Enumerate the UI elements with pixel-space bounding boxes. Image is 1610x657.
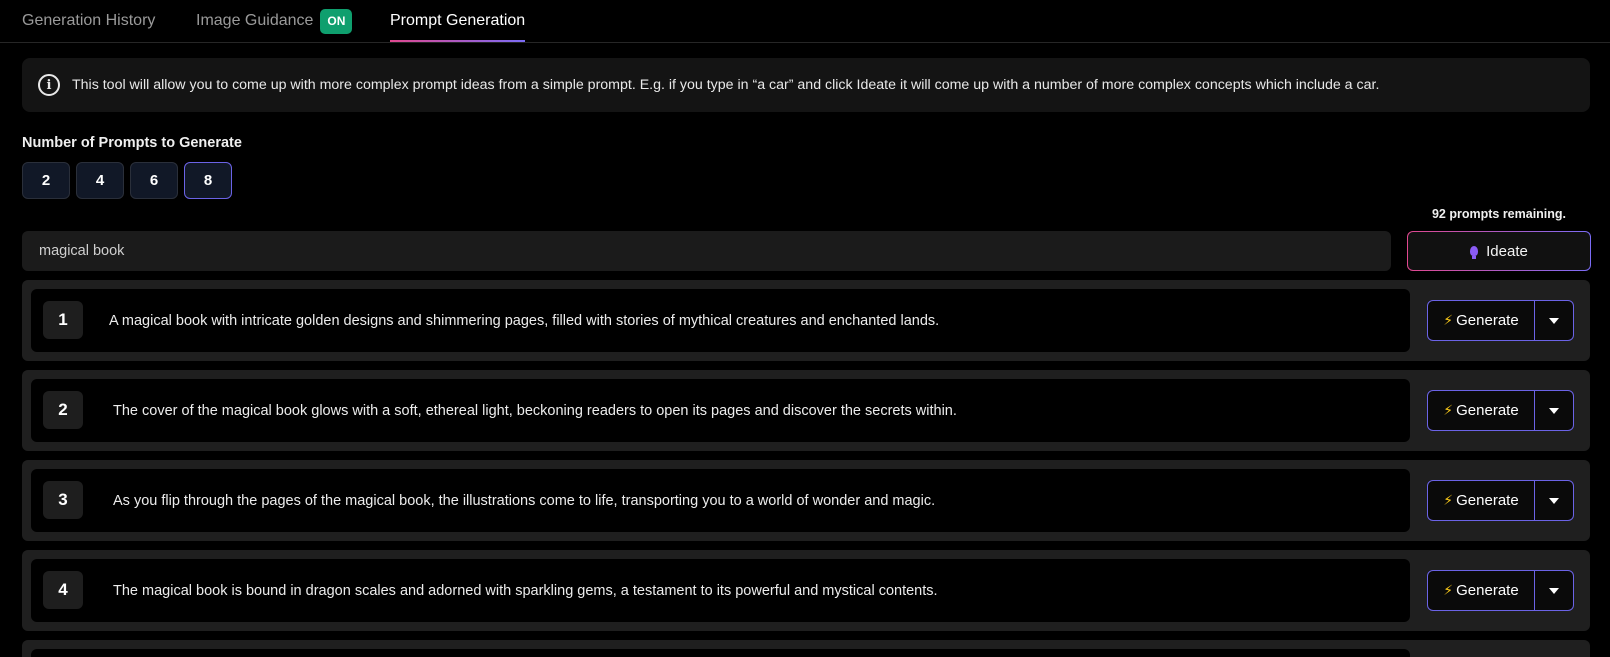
generate-label: Generate xyxy=(1456,312,1519,329)
result-card xyxy=(22,370,1590,451)
result-number: 3 xyxy=(43,481,83,519)
tab-label: Image Guidance xyxy=(196,12,314,29)
lightning-icon: ⚡ xyxy=(1443,582,1454,598)
result-card xyxy=(22,280,1590,361)
ideate-label: Ideate xyxy=(1486,242,1528,260)
generate-dropdown-button[interactable] xyxy=(1535,301,1573,340)
chevron-down-icon xyxy=(1549,588,1559,594)
generate-button[interactable] xyxy=(1428,391,1535,430)
num-prompts-label: Number of Prompts to Generate xyxy=(22,135,242,151)
num-option-8[interactable]: 8 xyxy=(184,162,232,199)
result-card xyxy=(22,640,1590,657)
tab-label: Generation History xyxy=(22,12,156,29)
prompts-remaining: 92 prompts remaining. xyxy=(1431,207,1567,221)
lightning-icon: ⚡ xyxy=(1443,402,1454,418)
result-body xyxy=(31,559,1410,622)
lightning-icon: ⚡ xyxy=(1443,312,1454,328)
num-option-6[interactable]: 6 xyxy=(130,162,178,199)
ideate-button[interactable] xyxy=(1407,231,1591,271)
generate-dropdown-button[interactable] xyxy=(1535,571,1573,610)
generate-button[interactable] xyxy=(1428,481,1535,520)
result-number: 4 xyxy=(43,571,83,609)
result-number: 2 xyxy=(43,391,83,429)
result-text: The cover of the magical book glows with a soft, ethereal light, beckoning readers to open its pages and discover the secrets within. xyxy=(113,402,957,419)
generate-split-button xyxy=(1427,480,1574,521)
generate-button[interactable] xyxy=(1428,571,1535,610)
result-card xyxy=(22,460,1590,541)
result-card xyxy=(22,550,1590,631)
result-number: 1 xyxy=(43,301,83,339)
generate-split-button xyxy=(1427,570,1574,611)
tab-generation-history[interactable] xyxy=(22,0,155,42)
num-prompts-selector xyxy=(22,162,232,199)
result-text: The magical book is bound in dragon scales and adorned with sparkling gems, a testament to its powerful and mystical contents. xyxy=(113,582,938,599)
prompt-input[interactable] xyxy=(22,231,1391,271)
status-badge: ON xyxy=(320,9,352,34)
tab-bar xyxy=(0,0,1610,43)
result-body xyxy=(31,289,1410,352)
chevron-down-icon xyxy=(1549,408,1559,414)
num-option-4[interactable]: 4 xyxy=(76,162,124,199)
generate-button[interactable] xyxy=(1428,301,1535,340)
chevron-down-icon xyxy=(1549,318,1559,324)
result-body xyxy=(31,379,1410,442)
result-text: A magical book with intricate golden designs and shimmering pages, filled with stories of mythical creatures and enchanted lands. xyxy=(109,312,940,329)
result-body xyxy=(31,469,1410,532)
result-body xyxy=(31,649,1410,657)
tab-label: Prompt Generation xyxy=(390,12,526,29)
generate-split-button xyxy=(1427,300,1574,341)
tab-image-guidance[interactable] xyxy=(196,0,352,42)
tab-prompt-generation[interactable] xyxy=(390,0,525,42)
generate-label: Generate xyxy=(1456,582,1519,599)
info-icon: i xyxy=(38,74,60,96)
generate-dropdown-button[interactable] xyxy=(1535,391,1573,430)
generate-dropdown-button[interactable] xyxy=(1535,481,1573,520)
generate-label: Generate xyxy=(1456,402,1519,419)
generate-label: Generate xyxy=(1456,492,1519,509)
result-text: As you flip through the pages of the magical book, the illustrations come to life, transporting you to a world of wonder and magic. xyxy=(113,492,936,509)
num-option-2[interactable]: 2 xyxy=(22,162,70,199)
lightbulb-icon xyxy=(1470,246,1478,256)
generate-split-button xyxy=(1427,390,1574,431)
info-banner xyxy=(22,58,1590,112)
chevron-down-icon xyxy=(1549,498,1559,504)
info-text: This tool will allow you to come up with more complex prompt ideas from a simple prompt. E.g. if you type in “a car” and click Ideate it will come up with a number of more complex concepts which include a car. xyxy=(72,77,1380,93)
lightning-icon: ⚡ xyxy=(1443,492,1454,508)
